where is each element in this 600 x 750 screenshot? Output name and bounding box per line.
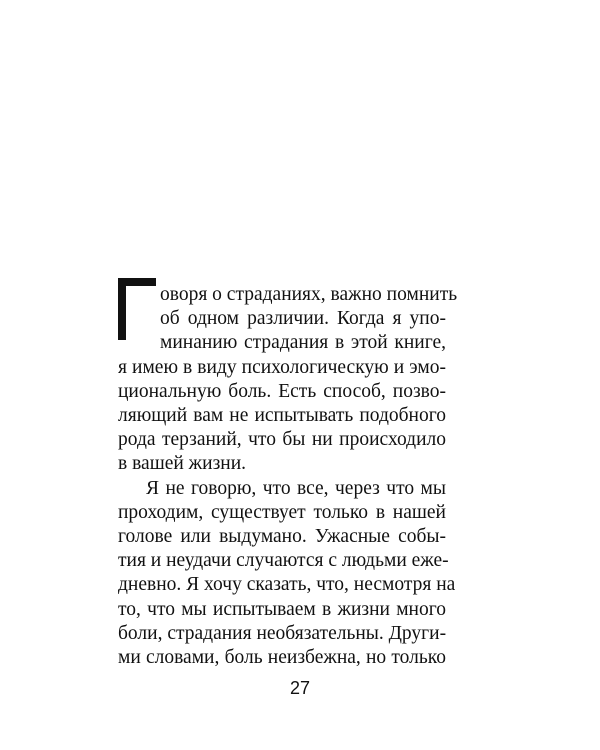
text-line: ляющий вам не испытывать подобного bbox=[118, 405, 446, 426]
text-line: боли, страдания необязательны. Други- bbox=[118, 623, 447, 644]
text-line: в вашей жизни. bbox=[118, 453, 247, 474]
text-line: я имею в виду психологическую и эмо- bbox=[118, 357, 446, 378]
text-line: Я не говорю, что все, через что мы bbox=[146, 478, 446, 499]
text-line: циональную боль. Есть способ, позво- bbox=[118, 381, 446, 402]
drop-cap bbox=[118, 278, 156, 340]
text-line: то, что мы испытываем в жизни много bbox=[118, 599, 446, 620]
text-line: дневно. Я хочу сказать, что, несмотря на bbox=[118, 574, 456, 595]
text-line: тия и неудачи случаются с людьми еже- bbox=[118, 550, 449, 571]
text-line: оворя о страданиях, важно помнить bbox=[160, 284, 458, 305]
text-line: проходим, существует только в нашей bbox=[118, 502, 446, 523]
text-line: минанию страдания в этой книге, bbox=[160, 332, 446, 353]
text-line: голове или выдумано. Ужасные собы- bbox=[118, 526, 446, 547]
text-line: ми словами, боль неизбежна, но только bbox=[118, 647, 446, 668]
page-number: 27 bbox=[289, 678, 311, 698]
text-line: об одном различии. Когда я упо- bbox=[160, 308, 446, 329]
drop-cap-stroke-stem bbox=[118, 278, 126, 340]
text-line: рода терзаний, что бы ни происходило bbox=[118, 429, 446, 450]
